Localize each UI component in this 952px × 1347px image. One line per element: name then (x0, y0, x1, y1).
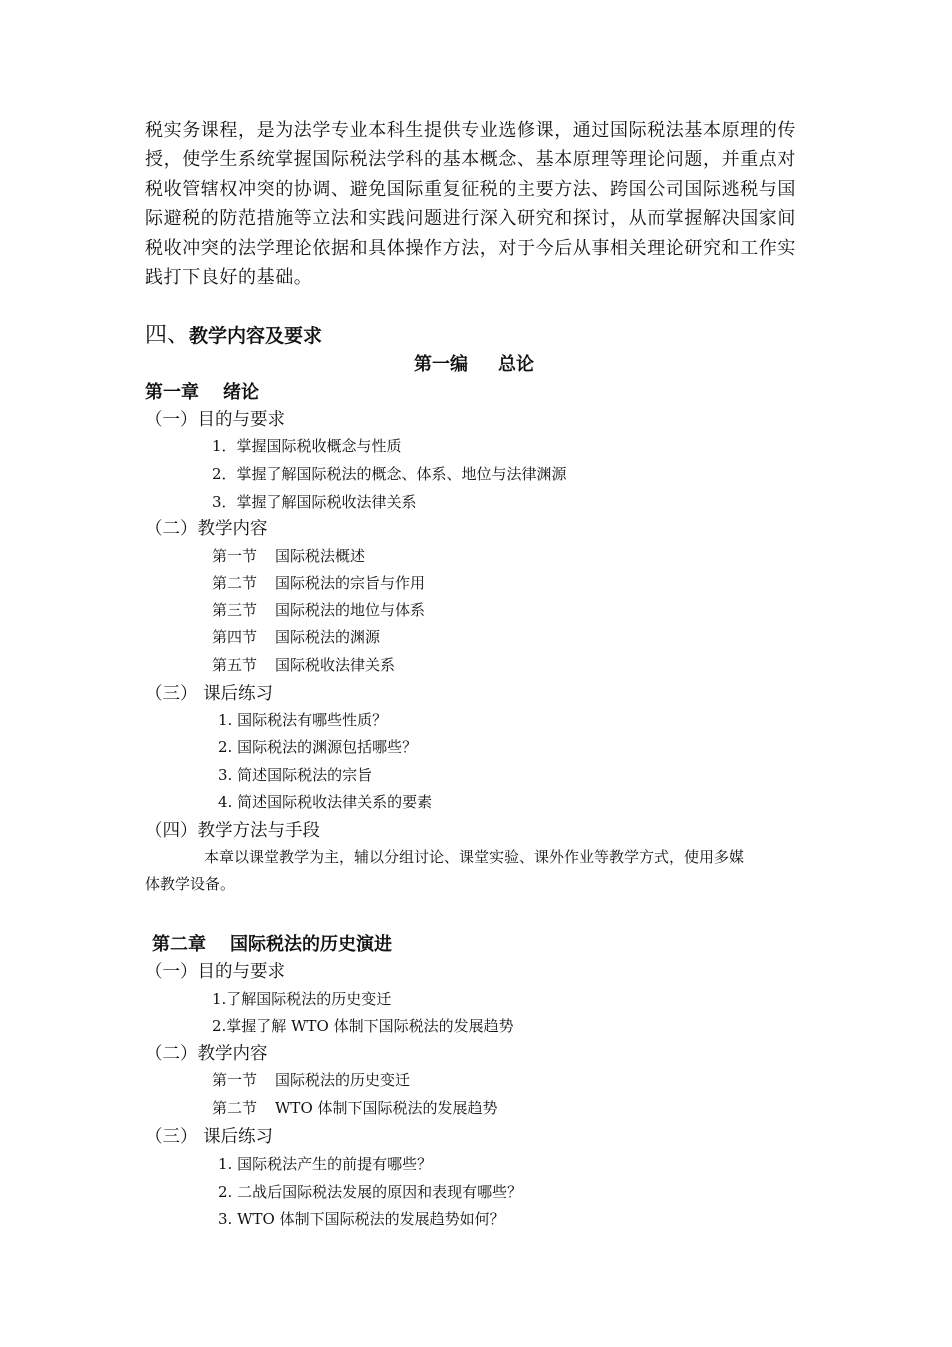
exercise-item: 3. WTO 体制下国际税法的发展趋势如何？ (218, 1210, 505, 1228)
part-heading (414, 350, 534, 376)
chapter-title: 国际税法的历史演进 (230, 934, 392, 955)
intro-line: 践打下良好的基础。 (145, 267, 313, 289)
section-label: 第一节 (212, 547, 258, 565)
content-heading: （二）教学内容 (145, 519, 268, 539)
section-number: 四、 (145, 323, 190, 348)
chapter-label: 第一章 (145, 382, 199, 403)
exercise-item: 4. 简述国际税收法律关系的要素 (218, 793, 433, 811)
section-label: 第五节 (212, 656, 258, 674)
goal-item: 2．掌握了解国际税法的概念、体系、地位与法律渊源 (212, 465, 567, 483)
content-section (212, 1069, 410, 1090)
section-title: 国际税法概述 (275, 547, 366, 565)
section-heading (145, 318, 322, 349)
intro-line: 际避税的防范措施等立法和实践问题进行深入研究和探讨，从而掌握解决国家间 (145, 208, 796, 230)
content-section (212, 654, 395, 675)
section-title: 国际税法的渊源 (275, 628, 381, 646)
exercise-item: 3. 简述国际税法的宗旨 (218, 766, 373, 784)
content-section (212, 545, 365, 566)
content-section (212, 626, 380, 647)
intro-line: 税收管辖权冲突的协调、避免国际重复征税的主要方法、跨国公司国际逃税与国 (145, 178, 796, 200)
section-label: 第三节 (212, 601, 258, 619)
section-title: 国际税法的宗旨与作用 (275, 574, 426, 592)
part-label: 第一编 (414, 354, 468, 375)
section-label: 第四节 (212, 628, 258, 646)
goals-heading: （一）目的与要求 (145, 410, 285, 430)
part-title: 总论 (498, 354, 534, 375)
chapter-label: 第二章 (152, 934, 206, 955)
section-title: WTO 体制下国际税法的发展趋势 (275, 1099, 498, 1117)
goal-item: 3．掌握了解国际税收法律关系 (212, 493, 417, 511)
exercise-item: 1. 国际税法有哪些性质？ (218, 711, 388, 729)
intro-line: 税收冲突的法学理论依据和具体操作方法，对于今后从事相关理论研究和工作实 (145, 237, 796, 259)
intro-line: 授，使学生系统掌握国际税法学科的基本概念、基本原理等理论问题，并重点对 (145, 149, 796, 171)
goal-item: 1．掌握国际税收概念与性质 (212, 437, 402, 455)
methods-line: 本章以课堂教学为主，辅以分组讨论、课堂实验、课外作业等教学方式，使用多媒 (204, 848, 745, 866)
exercises-heading: （三） 课后练习 (145, 1127, 274, 1147)
content-section (212, 599, 425, 620)
section-label: 第一节 (212, 1071, 258, 1089)
goal-item: 1.了解国际税法的历史变迁 (212, 990, 392, 1008)
exercises-heading: （三） 课后练习 (145, 684, 274, 704)
section-title: 国际税收法律关系 (275, 656, 396, 674)
chapter-title: 绪论 (223, 382, 259, 403)
section-title: 教学内容及要求 (189, 325, 323, 347)
methods-heading: （四）教学方法与手段 (145, 821, 320, 841)
section-label: 第二节 (212, 574, 258, 592)
section-title: 国际税法的历史变迁 (275, 1071, 411, 1089)
intro-line: 税实务课程，是为法学专业本科生提供专业选修课，通过国际税法基本原理的传 (145, 120, 796, 141)
chapter-heading (145, 378, 259, 404)
content-heading: （二）教学内容 (145, 1044, 268, 1064)
methods-line: 体教学设备。 (145, 875, 236, 893)
exercise-item: 2. 二战后国际税法发展的原因和表现有哪些？ (218, 1183, 523, 1201)
content-section (212, 572, 425, 593)
section-title: 国际税法的地位与体系 (275, 601, 426, 619)
content-section (212, 1097, 498, 1118)
exercise-item: 2. 国际税法的渊源包括哪些？ (218, 738, 418, 756)
chapter-heading (152, 930, 392, 956)
goals-heading: （一）目的与要求 (145, 962, 285, 982)
intro-paragraph (145, 116, 796, 292)
section-label: 第二节 (212, 1099, 258, 1117)
goal-item: 2.掌握了解 WTO 体制下国际税法的发展趋势 (212, 1017, 514, 1035)
exercise-item: 1. 国际税法产生的前提有哪些？ (218, 1155, 433, 1173)
